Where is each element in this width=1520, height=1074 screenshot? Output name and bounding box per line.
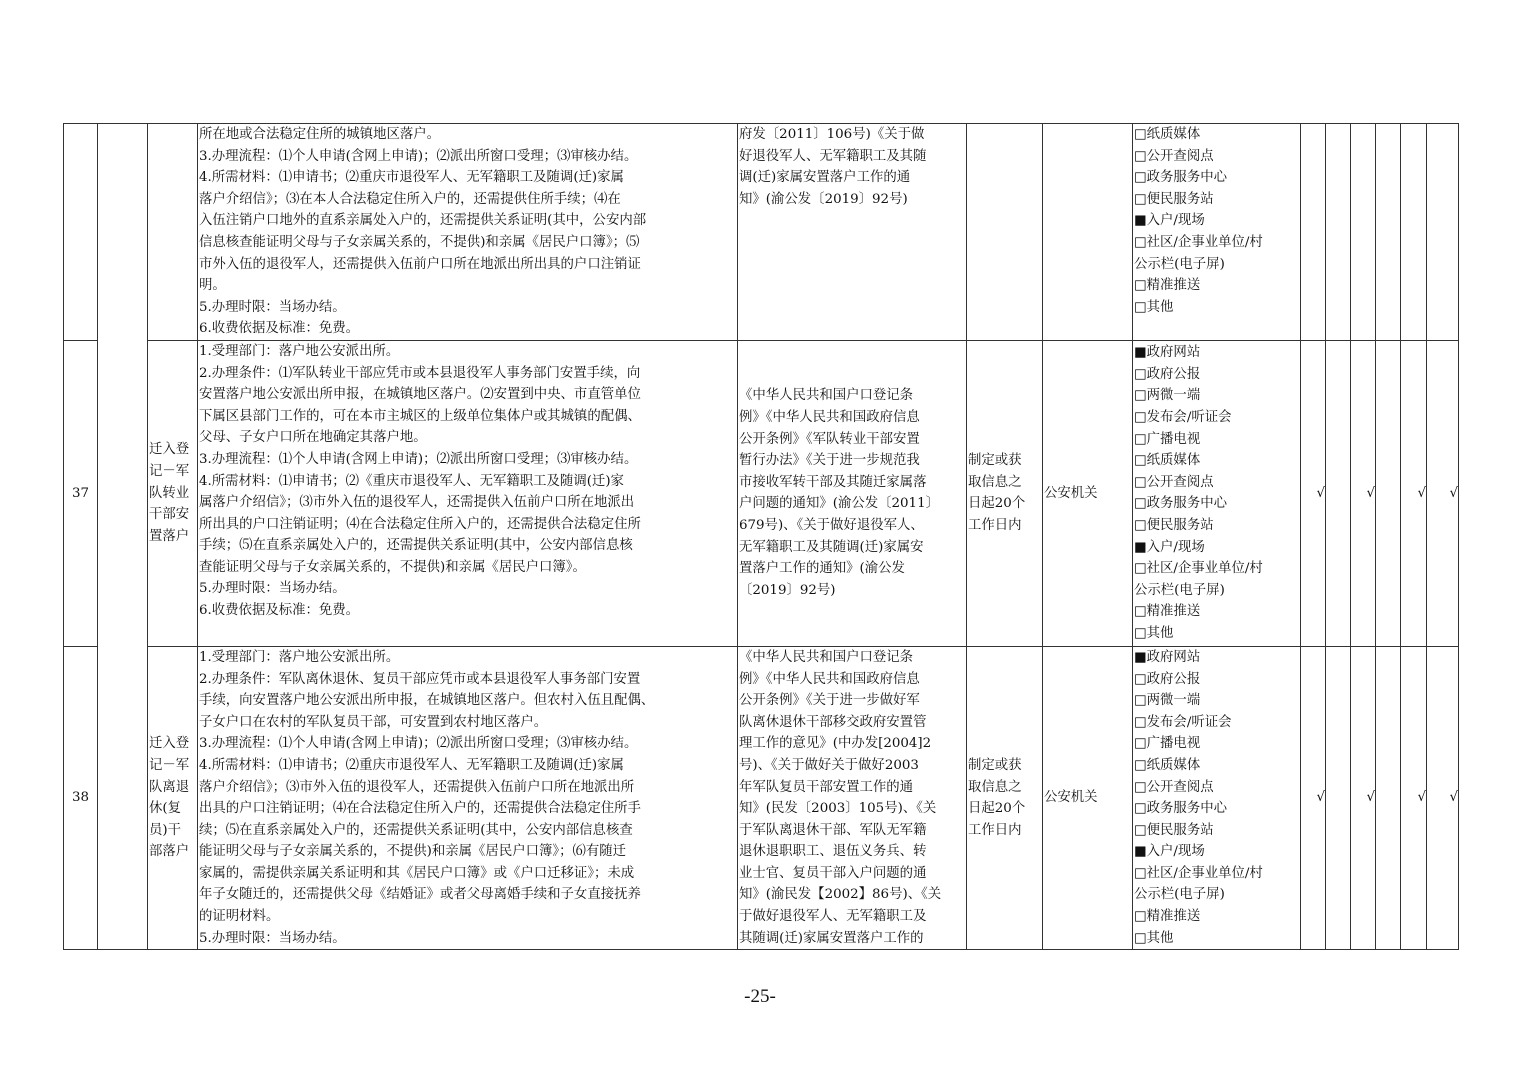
channel-option: □政务服务中心: [1134, 801, 1227, 817]
channel-option: □公开查阅点: [1134, 474, 1214, 490]
basis-line: 于军队离退休干部、军队无军籍: [739, 822, 927, 838]
row-number: 37: [71, 485, 90, 501]
basis-line: 好退役军人、无军籍职工及其随: [739, 148, 927, 164]
time-limit-line: 日起20个: [968, 801, 1026, 817]
content-line: 3.办理流程：⑴个人申请(含网上申请)；⑵派出所窗口受理；⑶审核办结。: [199, 451, 638, 467]
check-mark: √: [1316, 790, 1325, 806]
basis-line: 置落户工作的通知》(渝公发: [739, 561, 905, 577]
content-line: 6.收费依据及标准：免费。: [199, 603, 360, 619]
content-line: 明。: [199, 278, 226, 294]
basis-line: 679号)、《关于做好退役军人、: [739, 518, 924, 534]
time-limit-line: 工作日内: [968, 822, 1022, 838]
content-line: 2.办理条件：⑴军队转业干部应凭市或本县退役军人事务部门安置手续，向: [199, 365, 641, 381]
channel-option: □政府公报: [1134, 671, 1201, 687]
basis-line: 《中华人民共和国户口登记条: [739, 649, 914, 665]
check-cell: [1376, 340, 1401, 646]
channel-option: □精准推送: [1134, 604, 1201, 620]
check-mark: √: [1366, 790, 1375, 806]
content-line: 家属的，需提供亲属关系证明和其《居民户口簿》或《户口迁移证》；未成: [199, 865, 635, 881]
basis-cell: [738, 124, 967, 341]
basis-line: 知》(渝公发〔2019〕92号): [739, 191, 908, 207]
item-line: 置落户: [149, 528, 190, 544]
content-line: 5.办理时限：当场办结。: [199, 930, 346, 946]
channel-option: □纸质媒体: [1134, 127, 1201, 142]
content-line: 年子女随迁的，还需提供父母《结婚证》或者父母离婚手续和子女直接抚养: [199, 887, 641, 903]
channel-option: 公示栏(电子屏): [1134, 582, 1225, 598]
row-number-cell: [64, 124, 98, 341]
channel-option: ■政府网站: [1134, 649, 1201, 665]
check-cell: [1351, 646, 1376, 949]
content-line: 入伍注销户口地外的直系亲属处入户的，还需提供关系证明(其中，公安内部: [199, 213, 647, 229]
channel-option: □便民服务站: [1134, 191, 1214, 207]
item-line: 记－军: [149, 757, 190, 773]
channel-option: □精准推送: [1134, 909, 1201, 925]
content-line: 3.办理流程：⑴个人申请(含网上申请)；⑵派出所窗口受理；⑶审核办结。: [199, 736, 638, 752]
channel-option: ■入户/现场: [1134, 213, 1205, 229]
channel-option: □便民服务站: [1134, 518, 1214, 534]
check-cell: [1427, 646, 1459, 949]
channel-option: □发布会/听证会: [1134, 714, 1232, 730]
basis-cell: [738, 340, 967, 646]
category-cell: [98, 124, 148, 341]
basis-line: 调(迁)家属安置落户工作的通: [739, 170, 911, 186]
item-cell: [148, 340, 198, 646]
subject-text: 公安机关: [1044, 485, 1098, 501]
content-line: 查能证明父母与子女亲属关系的，不提供)和亲属《居民户口簿》。: [199, 559, 586, 575]
content-line: 市外入伍的退役军人，还需提供入伍前户口所在地派出所出具的户口注销证: [199, 256, 641, 272]
content-line: 手续，向安置落户地公安派出所申报，在城镇地区落户。但农村入伍且配偶、: [199, 693, 655, 709]
check-cell: [1301, 124, 1326, 341]
channel-option: □公开查阅点: [1134, 779, 1214, 795]
channel-option: □两微一端: [1134, 693, 1201, 709]
basis-line: 知》(民发〔2003〕105号)、《关: [739, 801, 937, 817]
content-line: 4.所需材料：⑴申请书；⑵《重庆市退役军人、无军籍职工及随调(迁)家: [199, 473, 624, 489]
content-line: 出具的户口注销证明；⑷在合法稳定住所入户的，还需提供合法稳定住所手: [199, 801, 641, 817]
time-limit-line: 日起20个: [968, 496, 1026, 512]
check-cell: [1326, 124, 1351, 341]
channel-option: □发布会/听证会: [1134, 410, 1232, 426]
check-cell: [1301, 646, 1326, 949]
time-limit-line: 制定或获: [968, 453, 1022, 469]
content-line: 子女户口在农村的军队复员干部，可安置到农村地区落户。: [199, 714, 548, 730]
check-cell: [1326, 340, 1351, 646]
basis-line: 市接收军转干部及其随迁家属落: [739, 474, 927, 490]
category-cell: [98, 340, 148, 646]
content-line: 所出具的户口注销证明；⑷在合法稳定住所入户的，还需提供合法稳定住所: [199, 516, 641, 532]
basis-line: 知》(渝民发【2002】86号)、《关: [739, 887, 942, 903]
content-line: 2.办理条件：军队离休退休、复员干部应凭市或本县退役军人事务部门安置: [199, 671, 641, 687]
channel-option: □社区/企事业单位/村: [1134, 234, 1263, 250]
check-mark: √: [1449, 790, 1458, 806]
content-line: 安置落户地公安派出所申报，在城镇地区落户。⑵安置到中央、市直管单位: [199, 387, 641, 403]
content-line: 5.办理时限：当场办结。: [199, 299, 346, 315]
time-limit-cell: [967, 124, 1043, 341]
channel-option: □政府公报: [1134, 366, 1201, 382]
page-number: -25-: [744, 986, 776, 1007]
subject-text: 公安机关: [1044, 790, 1098, 806]
check-cell: [1351, 124, 1376, 341]
item-line: 休(复: [149, 801, 182, 817]
item-line: 迁入登: [149, 736, 190, 752]
channel-option: ■入户/现场: [1134, 844, 1205, 860]
content-line: 信息核查能证明父母与子女亲属关系的，不提供)和亲属《居民户口簿》；⑸: [199, 234, 640, 250]
content-line: 4.所需材料：⑴申请书；⑵重庆市退役军人、无军籍职工及随调(迁)家属: [199, 170, 624, 186]
basis-line: 户问题的通知》(渝公发〔2011〕: [739, 496, 939, 512]
channel-option: □其他: [1134, 930, 1174, 946]
table-row: [64, 646, 1459, 949]
channel-option: □纸质媒体: [1134, 757, 1201, 773]
channel-option: □纸质媒体: [1134, 453, 1201, 469]
content-line: 下属区县部门工作的，可在本市主城区的上级单位集体户或其城镇的配偶、: [199, 408, 641, 424]
basis-line: 年军队复员干部安置工作的通: [739, 779, 914, 795]
basis-line: 暂行办法》《关于进一步规范我: [739, 453, 920, 469]
item-line: 队转业: [149, 485, 190, 501]
content-line: 1.受理部门：落户地公安派出所。: [199, 649, 400, 665]
content-line: 6.收费依据及标准：免费。: [199, 321, 360, 337]
item-cell: [148, 124, 198, 341]
basis-line: 《中华人民共和国户口登记条: [739, 388, 914, 404]
channel-option: □社区/企事业单位/村: [1134, 561, 1263, 577]
time-limit-line: 工作日内: [968, 518, 1022, 534]
disclosure-table: [63, 123, 1459, 950]
channel-option: ■政府网站: [1134, 345, 1201, 361]
item-line: 部落户: [149, 844, 190, 860]
basis-line: 理工作的意见》(中办发[2004]2: [739, 736, 932, 752]
time-limit-cell: [967, 646, 1043, 949]
check-mark: √: [1417, 790, 1426, 806]
basis-line: 例》《中华人民共和国政府信息: [739, 671, 920, 687]
basis-line: 队离休退休干部移交政府安置管: [739, 714, 927, 730]
channel-option: ■入户/现场: [1134, 539, 1205, 555]
basis-line: 〔2019〕92号): [739, 582, 836, 598]
basis-line: 无军籍职工及其随调(迁)家属安: [739, 539, 924, 555]
check-cell: [1427, 340, 1459, 646]
content-line: 所在地或合法稳定住所的城镇地区落户。: [199, 127, 441, 142]
item-line: 迁入登: [149, 442, 190, 458]
time-limit-line: 取信息之: [968, 474, 1022, 490]
check-cell: [1326, 646, 1351, 949]
basis-line: 业士官、复员干部入户问题的通: [739, 865, 927, 881]
check-mark: √: [1366, 485, 1375, 501]
time-limit-cell: [967, 340, 1043, 646]
row-number-cell: [64, 340, 98, 646]
channel-option: □精准推送: [1134, 278, 1201, 294]
item-line: 队离退: [149, 779, 190, 795]
subject-cell: [1043, 646, 1133, 949]
table-body: [64, 124, 1459, 950]
content-line: 续；⑸在直系亲属处入户的，还需提供关系证明(其中，公安内部信息核查: [199, 822, 633, 838]
row-number: 38: [71, 790, 90, 806]
basis-line: 例》《中华人民共和国政府信息: [739, 410, 920, 426]
category-cell: [98, 646, 148, 949]
content-line: 的证明材料。: [199, 909, 280, 925]
channel-option: □其他: [1134, 299, 1174, 315]
channel-option: □政务服务中心: [1134, 170, 1227, 186]
channel-cell: [1133, 646, 1301, 949]
content-line: 属落户介绍信》；⑶市外入伍的退役军人，还需提供入伍前户口所在地派出: [199, 495, 635, 511]
content-line: 落户介绍信》；⑶市外入伍的退役军人，还需提供入伍前户口所在地派出所: [199, 779, 635, 795]
table-row: [64, 340, 1459, 646]
check-mark: √: [1449, 485, 1458, 501]
content-line: 1.受理部门：落户地公安派出所。: [199, 343, 400, 359]
content-cell: [198, 340, 738, 646]
content-line: 能证明父母与子女亲属关系的，不提供)和亲属《居民户口簿》；⑹有随迁: [199, 844, 627, 860]
content-line: 手续；⑸在直系亲属处入户的，还需提供关系证明(其中，公安内部信息核: [199, 538, 633, 554]
basis-line: 府发〔2011〕106号)《关于做: [739, 127, 925, 142]
check-cell: [1401, 124, 1427, 341]
channel-option: □公开查阅点: [1134, 148, 1214, 164]
row-number-cell: [64, 646, 98, 949]
content-line: 4.所需材料：⑴申请书；⑵重庆市退役军人、无军籍职工及随调(迁)家属: [199, 757, 624, 773]
check-cell: [1376, 646, 1401, 949]
content-cell: [198, 124, 738, 341]
item-line: 记－军: [149, 464, 190, 480]
basis-line: 号)、《关于做好关于做好2003: [739, 757, 919, 773]
channel-option: 公示栏(电子屏): [1134, 887, 1225, 903]
check-cell: [1351, 340, 1376, 646]
channel-option: □便民服务站: [1134, 822, 1214, 838]
item-cell: [148, 646, 198, 949]
content-line: 5.办理时限：当场办结。: [199, 581, 346, 597]
content-line: 父母、子女户口所在地确定其落户地。: [199, 430, 427, 446]
channel-option: □社区/企事业单位/村: [1134, 865, 1263, 881]
channel-cell: [1133, 340, 1301, 646]
check-mark: √: [1417, 485, 1426, 501]
check-mark: √: [1316, 485, 1325, 501]
item-line: 干部安: [149, 507, 190, 523]
channel-option: 公示栏(电子屏): [1134, 256, 1225, 272]
content-line: 落户介绍信》；⑶在本人合法稳定住所入户的，还需提供住所手续；⑷在: [199, 191, 621, 207]
check-cell: [1401, 646, 1427, 949]
check-cell: [1301, 340, 1326, 646]
channel-cell: [1133, 124, 1301, 341]
basis-line: 公开条例》《关于进一步做好军: [739, 693, 920, 709]
basis-line: 退休退职职工、退伍义务兵、转: [739, 844, 927, 860]
table-row: [64, 124, 1459, 341]
channel-option: □政务服务中心: [1134, 496, 1227, 512]
subject-cell: [1043, 340, 1133, 646]
content-cell: [198, 646, 738, 949]
channel-option: □两微一端: [1134, 388, 1201, 404]
basis-cell: [738, 646, 967, 949]
time-limit-line: 取信息之: [968, 779, 1022, 795]
time-limit-line: 制定或获: [968, 757, 1022, 773]
check-cell: [1427, 124, 1459, 341]
check-cell: [1376, 124, 1401, 341]
basis-line: 于做好退役军人、无军籍职工及: [739, 909, 927, 925]
content-line: 3.办理流程：⑴个人申请(含网上申请)；⑵派出所窗口受理；⑶审核办结。: [199, 148, 638, 164]
basis-line: 公开条例》《军队转业干部安置: [739, 431, 920, 447]
basis-line: 其随调(迁)家属安置落户工作的: [739, 930, 924, 946]
subject-cell: [1043, 124, 1133, 341]
channel-option: □其他: [1134, 626, 1174, 641]
channel-option: □广播电视: [1134, 431, 1201, 447]
channel-option: □广播电视: [1134, 736, 1201, 752]
check-cell: [1401, 340, 1427, 646]
item-line: 员)干: [149, 822, 182, 838]
